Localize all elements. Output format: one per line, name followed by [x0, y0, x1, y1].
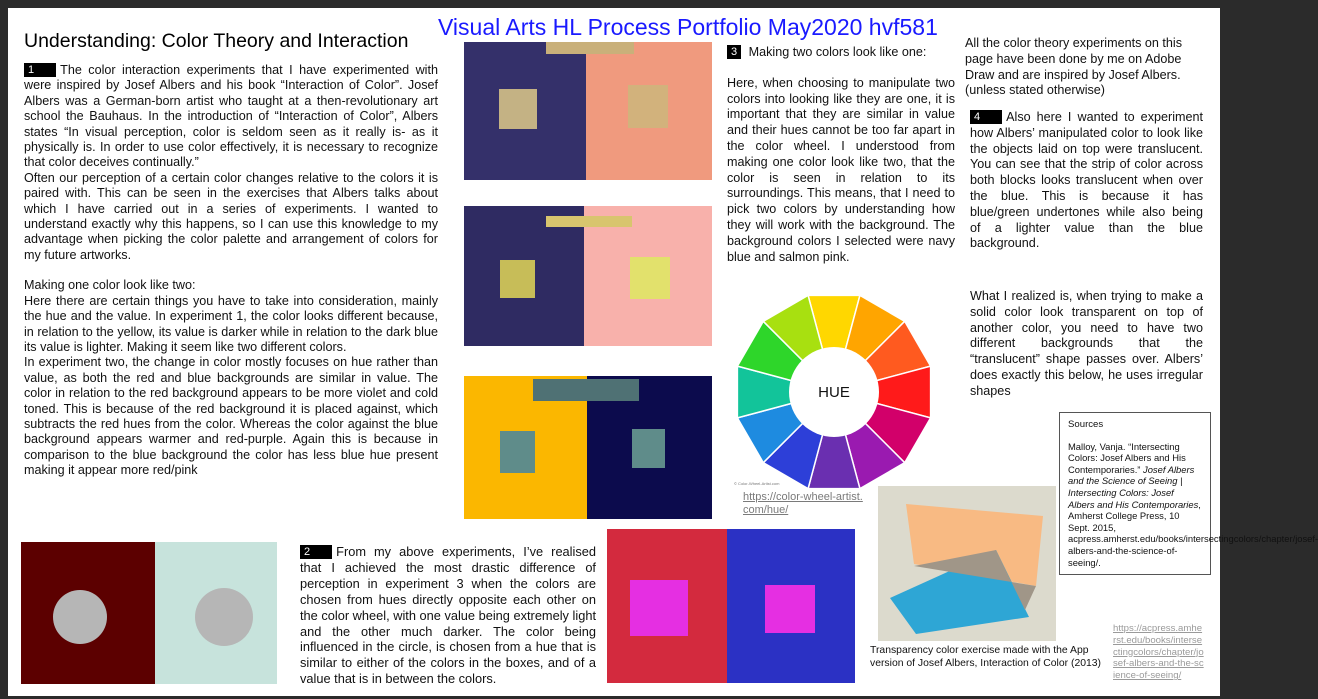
square-left — [500, 260, 535, 298]
sources-heading: Sources — [1068, 419, 1104, 430]
connecting-strip — [533, 379, 639, 401]
color-wheel-image — [732, 290, 946, 490]
right-intro: All the color theory experiments on this page have been done by me on Adobe Draw and are inspired by Josef Albers. (unless stated otherwise) — [965, 36, 1182, 98]
conclusion-text — [300, 544, 596, 687]
experiment-red-blue-image — [607, 529, 855, 683]
two-colors-paragraph: Here, when choosing to manipulate two colors into looking like they are one, it is important that they are similar in value and their hues cannot be too far apart in the color wheel. I understood from making one color look like two, that the color is seen in relation to its surroundings. This means, that I need to pick two colors by understanding how they will work with the background. The background colors I selected were navy blue and salmon pink. — [727, 75, 955, 264]
portfolio-page — [8, 8, 1318, 696]
transparency-caption: Transparency color exercise made with the App version of Josef Albers, Interaction of Color (2013) — [870, 645, 1102, 669]
middle-text-column — [727, 45, 955, 265]
magenta-square-right — [765, 585, 815, 633]
subheading-two-colors: Making two colors look like one: — [748, 45, 927, 59]
experiment-navy-salmon-image — [464, 42, 712, 180]
wheel-credit: © Color-Wheel-Artist.com — [734, 481, 780, 486]
paragraph-text: Also here I wanted to experiment how Albers’ manipulated color to look like the objects laid on top were translucent. You can see that the strip of color across both blocks looks translucent when over the blue. This is because it has blue/green undertones while also being of a lighter value than the blue background. — [970, 110, 1203, 251]
connecting-strip — [546, 42, 634, 54]
right-paragraph-two: What I realized is, when trying to make a solid color look transparent on top of another color, you need to have two different backgrounds that the “translucent” shape passes over. Albers’ does exactly this below, he uses irregular shapes — [970, 289, 1203, 398]
step-number-badge: 1 — [24, 63, 56, 77]
connecting-strip — [546, 216, 632, 227]
magenta-square-left — [630, 580, 688, 636]
left-text-column — [24, 63, 438, 479]
transparency-exercise-image — [878, 486, 1056, 641]
square-left — [500, 431, 535, 473]
square-left — [499, 89, 537, 129]
perception-paragraph: Often our perception of a certain color changes relative to the colors it is paired with. This can be seen in the exercises that Albers talks about which I have carried out in a series of experiments. I wanted to understand exactly why this happens, so I can use this knowledge to my advantage when picking the color palette and arrangement of colors for my future artworks. — [24, 170, 438, 262]
color-wheel-link[interactable]: https://color-wheel-artist.com/hue/ — [743, 491, 863, 516]
sources-box — [1059, 412, 1318, 575]
square-right — [632, 429, 665, 468]
sources-citation: Malloy, Vanja. “Intersecting Colors: Josef Albers and His Contemporaries.” Josef Albers and the Science of Seeing | Intersecting Colors: Josef Albers and His Contemporaries, Amherst College Press, 10 Sept. 2015, acpress.amherst.edu/books/intersectingcolors/chapter/josef-albers-and-the-science-of-seeing/. — [1068, 440, 1318, 568]
step-number-badge: 4 — [970, 110, 1002, 124]
paragraph-text: From my above experiments, I’ve realised that I achieved the most drastic difference of perception in experiment 3 when the colors are chosen from hues directly opposite each other on the color wheel, with one value being extremely light and the other much darker. The color being influenced in the circle, is chosen from a hue that is similar to either of the colors in the boxes, and of a value that is in between the colors. — [300, 544, 596, 687]
page-header: Visual Arts HL Process Portfolio May2020 hvf581 — [438, 14, 938, 40]
experiment-two-paragraph: In experiment two, the change in color mostly focuses on hue rather than value, as both the red and blue backgrounds are similar in value. The color in relation to the red background appears to be more violet and cold toned. This is because of the red background it is placed against, which subtracts the red hues from the color. Whereas the color against the blue background appears warmer and red-purple. Again this is because in comparison to the blue background the color has less blue hue present making it appear more red/pink — [24, 355, 438, 478]
grey-circle-left — [53, 590, 107, 644]
grey-circle-right — [195, 588, 253, 646]
section-title: Understanding: Color Theory and Interaction — [24, 30, 409, 52]
subheading-one-color: Making one color look like two: — [24, 278, 196, 293]
wheel-hue-label: HUE — [818, 384, 850, 401]
experiment-circles-image — [21, 542, 277, 684]
step-number-badge: 2 — [300, 545, 332, 559]
paragraph-text: The color interaction experiments that I have experimented with were inspired by Josef Albers and his book “Interaction of Color”. Josef Albers was a German-born artist who taught at a then-revolutionary art school the Bauhaus. In the introduction of “Interaction of Color”, Albers states “In visual perception, color is seldom seen as it really is- as it physically is. In order to use color effectively, it is necessary to recognize that color deceives continually.” — [24, 63, 438, 170]
experiment-yellow-navy-image — [464, 376, 712, 519]
square-right — [628, 85, 668, 128]
sources-link[interactable]: https://acpress.amherst.edu/books/intersectingcolors/chapter/josef-albers-and-the-science-of-seeing/ — [1113, 623, 1204, 682]
square-right — [630, 257, 670, 299]
experiment-navy-pink-image — [464, 206, 712, 346]
step-number-badge: 3 — [727, 45, 741, 59]
right-paragraph-one — [970, 110, 1203, 252]
experiment-one-paragraph: Here there are certain things you have to take into consideration, mainly the hue and the value. In experiment 1, the color looks different because, in relation to the yellow, its value is darker while in relation to the dark blue its value is lighter. Making it seem like two different colors. — [24, 293, 438, 354]
intro-paragraph — [24, 63, 438, 171]
